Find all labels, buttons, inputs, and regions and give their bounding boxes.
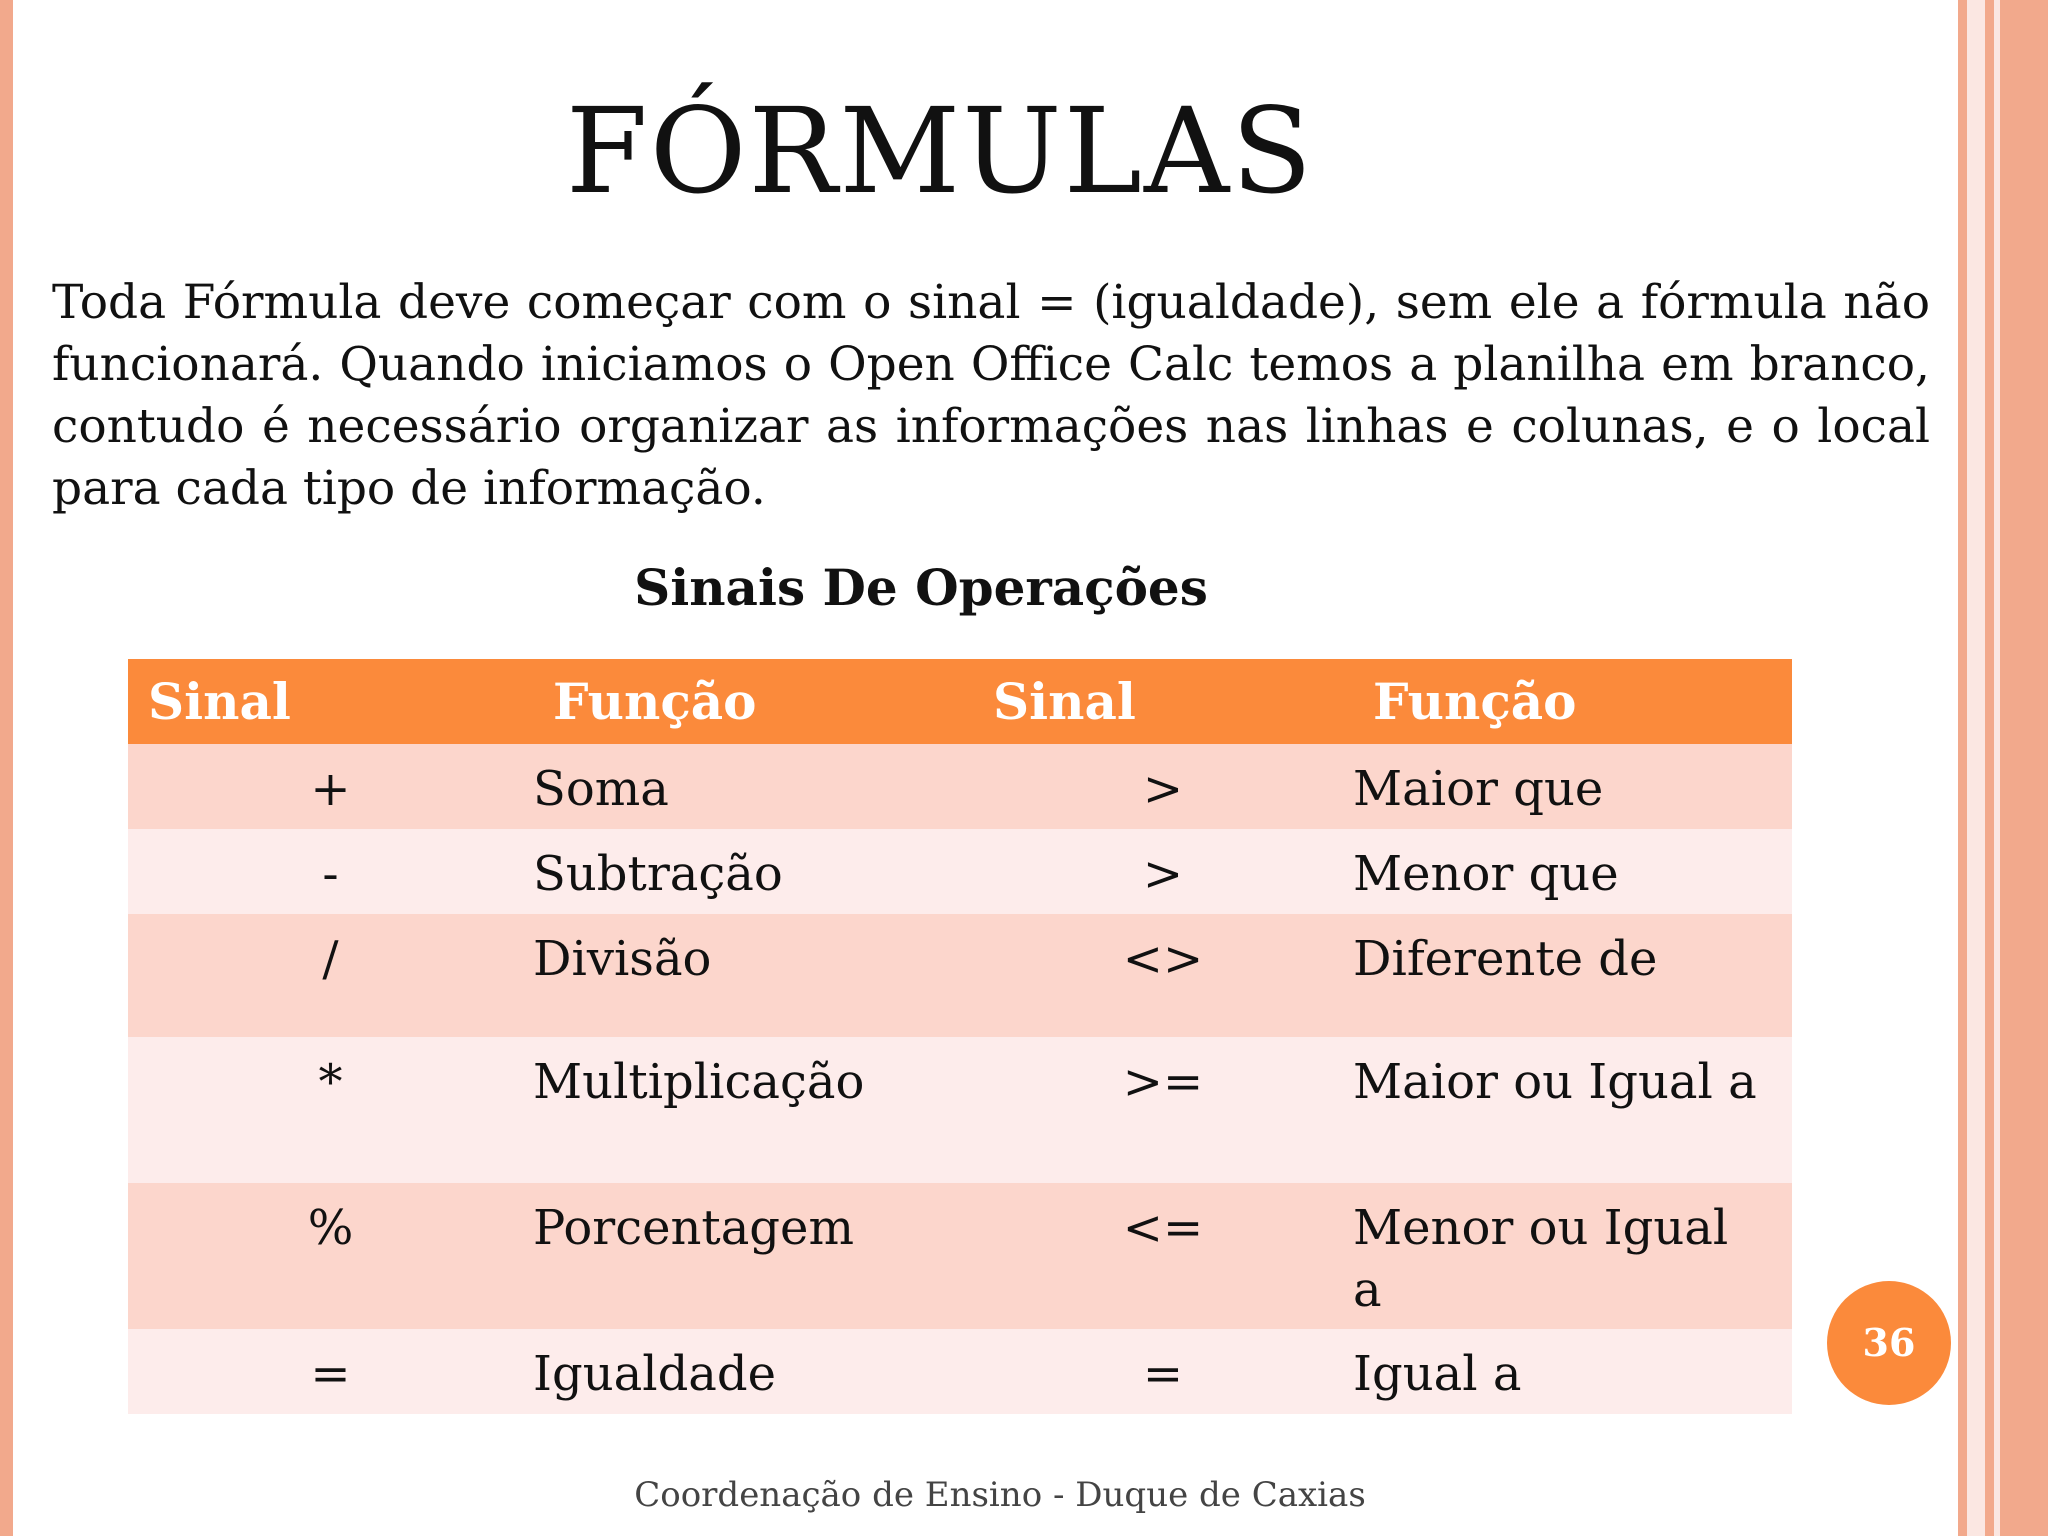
slide-border-right <box>1985 0 1994 1536</box>
cell-function: Menor ou Igual a <box>1353 1183 1792 1329</box>
cell-function: Menor que <box>1353 829 1792 914</box>
cell-function: Subtração <box>533 829 973 914</box>
intro-paragraph: Toda Fórmula deve começar com o sinal = (igualdade), sem ele a fórmula não funcionará. Quando iniciamos o Open Office Calc temos a planilha em branco, contudo é necessário organizar as informações nas linhas e colunas, e o local para cada tipo de informação. <box>52 275 1930 516</box>
cell-function: Porcentagem <box>533 1183 973 1329</box>
cell-sign: / <box>128 914 533 1037</box>
cell-function: Maior que <box>1353 744 1792 829</box>
cell-function: Multiplicação <box>533 1037 973 1183</box>
table-row <box>128 1037 1792 1183</box>
header-funcao: Função <box>533 659 973 744</box>
table-row <box>128 829 1792 914</box>
header-funcao: Função <box>1353 659 1792 744</box>
footer-text: Coordenação de Ensino - Duque de Caxias <box>634 1475 1366 1515</box>
table-row <box>128 744 1792 829</box>
cell-function: Diferente de <box>1353 914 1792 1037</box>
slide-border-right <box>2000 0 2048 1536</box>
cell-sign: = <box>128 1329 533 1414</box>
table-caption: Sinais De Operações <box>634 558 1208 617</box>
cell-sign: - <box>128 829 533 914</box>
table-row <box>128 1329 1792 1414</box>
cell-sign: + <box>128 744 533 829</box>
table-row <box>128 914 1792 1037</box>
slide-title: FÓRMULAS <box>565 82 1315 220</box>
page-number-badge: 36 <box>1827 1281 1951 1405</box>
cell-sign: > <box>973 829 1353 914</box>
slide-border-right <box>1967 0 1985 1536</box>
cell-function: Soma <box>533 744 973 829</box>
slide-border-left <box>0 0 13 1536</box>
operations-table <box>128 659 1792 1414</box>
cell-sign: > <box>973 744 1353 829</box>
cell-function: Divisão <box>533 914 973 1037</box>
header-sinal: Sinal <box>973 659 1353 744</box>
cell-sign: >= <box>973 1037 1353 1183</box>
header-sinal: Sinal <box>128 659 533 744</box>
table-row <box>128 1183 1792 1329</box>
cell-sign: % <box>128 1183 533 1329</box>
cell-sign: <= <box>973 1183 1353 1329</box>
cell-function: Igualdade <box>533 1329 973 1414</box>
table-header-row <box>128 659 1792 744</box>
cell-function: Maior ou Igual a <box>1353 1037 1792 1183</box>
cell-sign: <> <box>973 914 1353 1037</box>
cell-function: Igual a <box>1353 1329 1792 1414</box>
slide-border-right <box>1958 0 1967 1536</box>
cell-sign: * <box>128 1037 533 1183</box>
cell-sign: = <box>973 1329 1353 1414</box>
